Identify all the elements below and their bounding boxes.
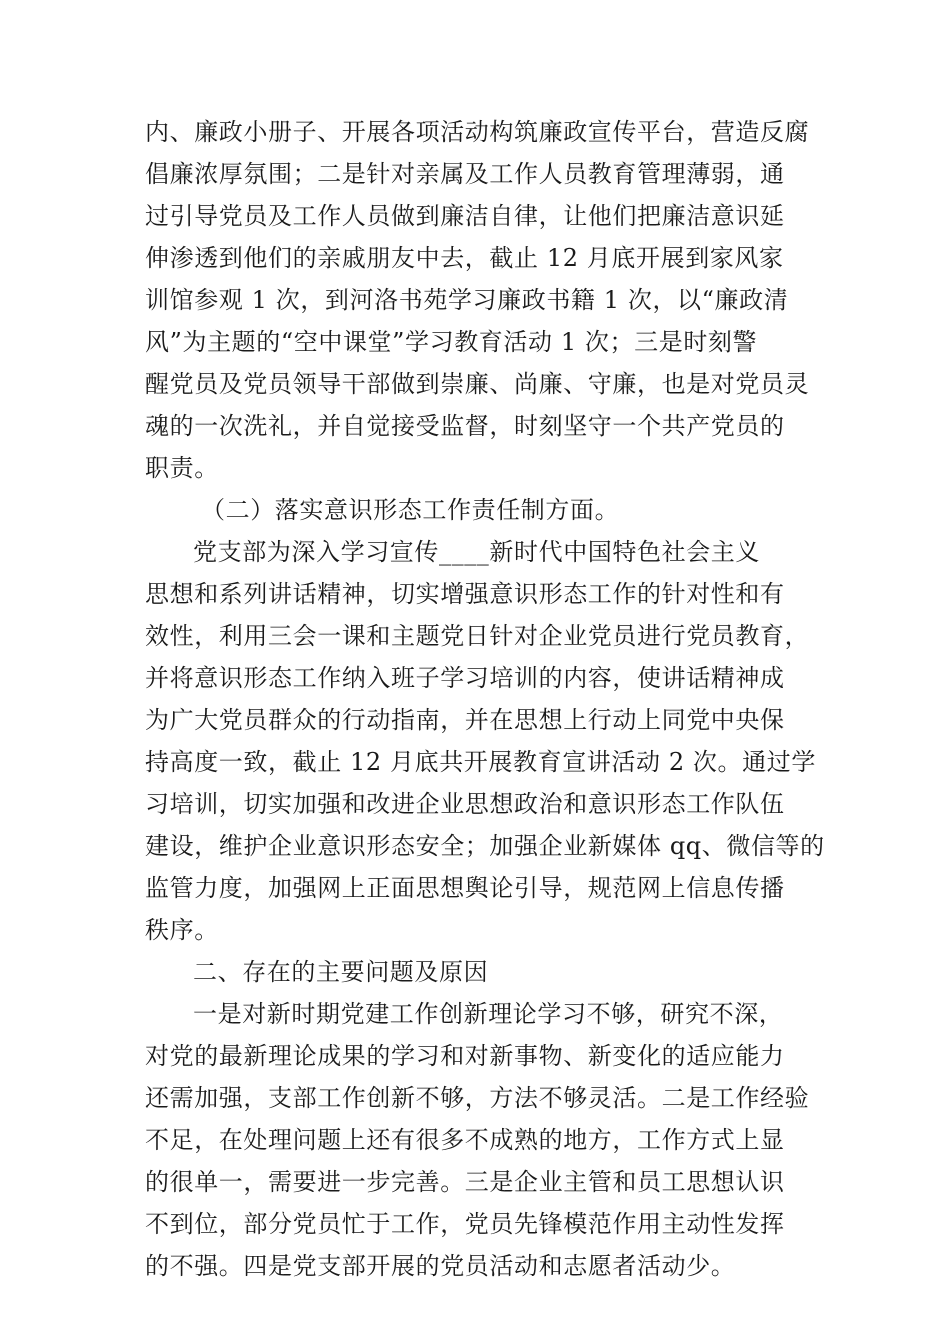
paragraph-line: 训馆参观 1 次，到河洛书苑学习廉政书籍 1 次，以“廉政清 [145, 286, 789, 314]
paragraph-line: 不足，在处理问题上还有很多不成熟的地方，工作方式上显 [145, 1126, 785, 1154]
paragraph-line: 党支部为深入学习宣传____新时代中国特色社会主义 [193, 538, 760, 566]
paragraph-line: 内、廉政小册子、开展各项活动构筑廉政宣传平台，营造反腐 [145, 118, 810, 146]
paragraph-line: 过引导党员及工作人员做到廉洁自律，让他们把廉洁意识延 [145, 202, 785, 230]
section-heading: 二、存在的主要问题及原因 [193, 958, 489, 986]
paragraph-line: 为广大党员群众的行动指南，并在思想上行动上同党中央保 [145, 706, 785, 734]
paragraph-line: 的很单一，需要进一步完善。三是企业主管和员工思想认识 [145, 1168, 785, 1196]
paragraph-line: 伸渗透到他们的亲戚朋友中去，截止 12 月底开展到家风家 [145, 244, 784, 272]
paragraph-line: 监管力度，加强网上正面思想舆论引导，规范网上信息传播 [145, 874, 785, 902]
paragraph-line: 的不强。四是党支部开展的党员活动和志愿者活动少。 [145, 1252, 736, 1280]
paragraph-line: 建设，维护企业意识形态安全；加强企业新媒体 qq、微信等的 [145, 832, 825, 860]
paragraph-line: 效性，利用三会一课和主题党日针对企业党员进行党员教育， [145, 622, 810, 650]
paragraph-line: 醒党员及党员领导干部做到崇廉、尚廉、守廉，也是对党员灵 [145, 370, 810, 398]
paragraph-line: 魂的一次洗礼，并自觉接受监督，时刻坚守一个共产党员的 [145, 412, 785, 440]
paragraph-line: 习培训，切实加强和改进企业思想政治和意识形态工作队伍 [145, 790, 785, 818]
paragraph-line: 还需加强，支部工作创新不够，方法不够灵活。二是工作经验 [145, 1084, 810, 1112]
paragraph-line: 思想和系列讲话精神，切实增强意识形态工作的针对性和有 [145, 580, 785, 608]
paragraph-line: 倡廉浓厚氛围；二是针对亲属及工作人员教育管理薄弱，通 [145, 160, 785, 188]
paragraph-line: 并将意识形态工作纳入班子学习培训的内容，使讲话精神成 [145, 664, 785, 692]
paragraph-line: 一是对新时期党建工作创新理论学习不够，研究不深， [193, 1000, 784, 1028]
paragraph-line: 不到位，部分党员忙于工作，党员先锋模范作用主动性发挥 [145, 1210, 785, 1238]
paragraph-line: 职责。 [145, 454, 219, 482]
paragraph-line: 秩序。 [145, 916, 219, 944]
paragraph-line: 持高度一致，截止 12 月底共开展教育宣讲活动 2 次。通过学 [145, 748, 816, 776]
paragraph-line: 风”为主题的“空中课堂”学习教育活动 1 次；三是时刻警 [145, 328, 758, 356]
paragraph-line: 对党的最新理论成果的学习和对新事物、新变化的适应能力 [145, 1042, 785, 1070]
section-heading: （二）落实意识形态工作责任制方面。 [201, 496, 620, 524]
